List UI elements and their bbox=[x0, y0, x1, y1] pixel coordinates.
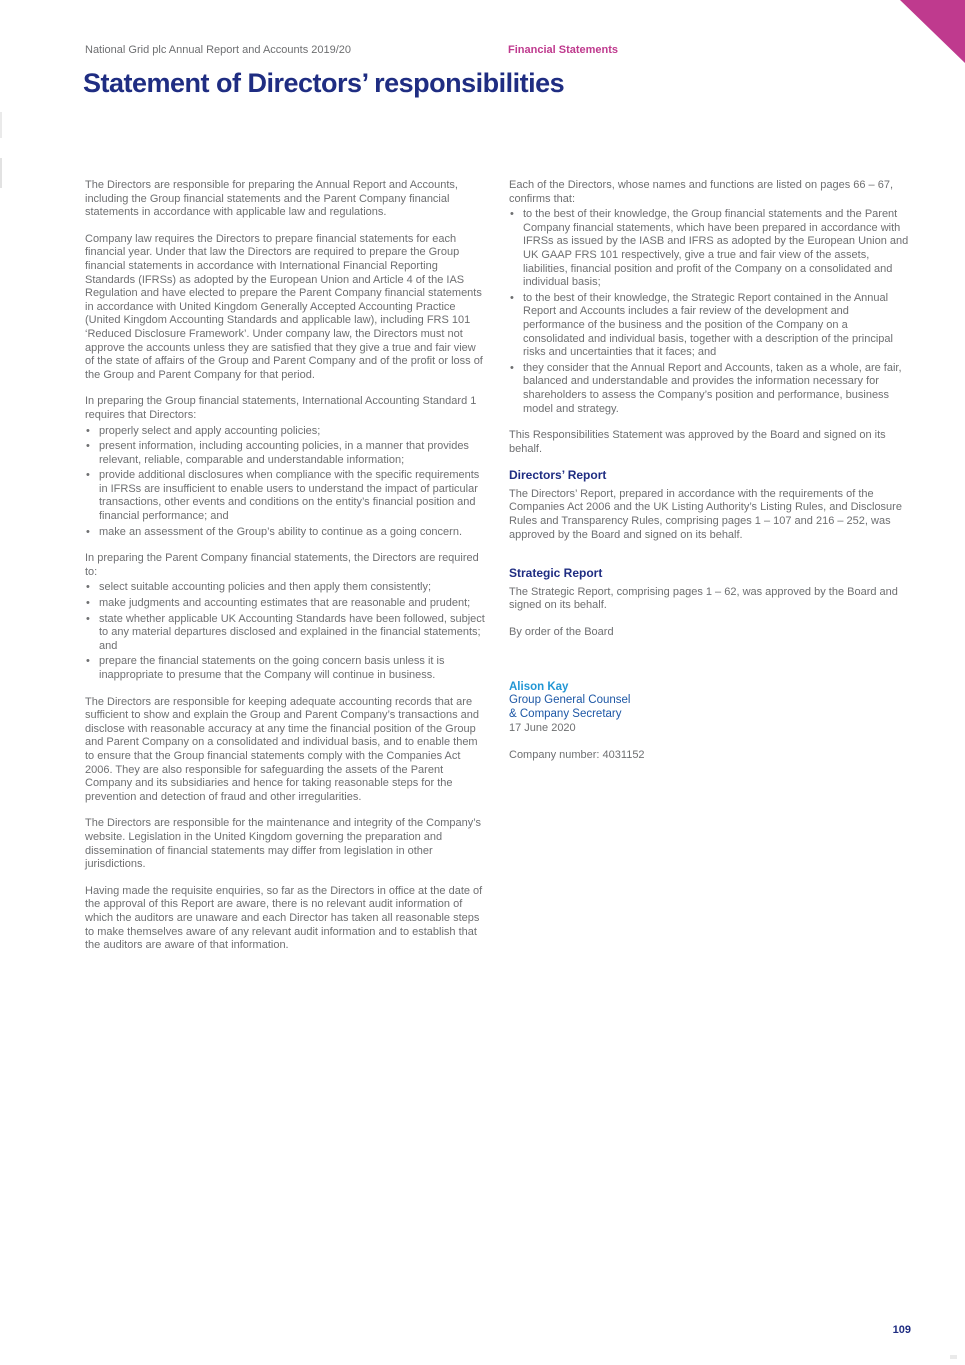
signatory-role: & Company Secretary bbox=[509, 708, 622, 721]
paragraph: Company law requires the Directors to prepare financial statements for each financial year. Under that law the Directors are required to prepare the Group financial statements in accordance with International Financial Reporting Standards (IFRSs) as adopted by the European Union and Article 4 of the IAS Regulation and have elected to prepare the Parent Company financial statements in accordance with United Kingdom Generally Accepted Accounting Practice (United Kingdom Accounting Standards and applicable law), including FRS 101 ‘Reduced Disclosure Framework’. Under company law, the Directors must not approve the accounts unless they are satisfied that they give a true and fair view of the state of affairs of the Group and Parent Company and of the profit or loss of the Group and Parent Company for that period. bbox=[85, 232, 483, 381]
left-edge-mark bbox=[0, 158, 2, 188]
bullet-item: • to the best of their knowledge, the Strategic Report contained in the Annual Report and Accounts includes a fair review of the development and performance of the business and the position of the Company on a consolidated and individual basis, together with a description of the principal risks and uncertainties that it faces; and bbox=[509, 292, 911, 360]
bullet-item: • properly select and apply accounting policies; bbox=[85, 425, 487, 439]
bullet-list-ias1 bbox=[85, 425, 487, 540]
page-number: 109 bbox=[892, 1324, 911, 1336]
section-label: Financial Statements bbox=[508, 44, 619, 56]
left-column bbox=[85, 179, 487, 966]
report-header-title: National Grid plc Annual Report and Accounts 2019/20 bbox=[85, 44, 352, 56]
signature-block bbox=[509, 681, 911, 722]
bullet-list-confirmations bbox=[509, 208, 911, 416]
bullet-item: • provide additional disclosures when compliance with the specific requirements in IFRSs are insufficient to enable users to understand the impact of particular transactions, other events and conditions on the entity’s financial position and financial performance; and bbox=[85, 469, 487, 523]
bullet-item: • select suitable accounting policies and then apply them consistently; bbox=[85, 581, 487, 595]
signatory-name: Alison Kay bbox=[509, 680, 569, 693]
bullet-item: • state whether applicable UK Accounting Standards have been followed, subject to any material departures disclosed and explained in the financial statements; and bbox=[85, 613, 487, 654]
bullet-item: • to the best of their knowledge, the Group financial statements and the Parent Company financial statements, which have been prepared in accordance with IFRSs as issued by the IASB and IFRS as adopted by the European Union and UK GAAP FRS 101 respectively, give a true and fair view of the assets, liabilities, financial position and profit of the Company on a consolidated and individual basis; bbox=[509, 208, 911, 290]
bullet-list-parent-company bbox=[85, 581, 487, 682]
directors-report-heading: Directors’ Report bbox=[509, 468, 607, 483]
paragraph: The Directors are responsible for preparing the Annual Report and Accounts, including the Group financial statements and the Parent Company financial statements in accordance with applicable law and regulations. bbox=[85, 179, 458, 219]
paragraph: The Directors’ Report, prepared in accordance with the requirements of the Companies Act 2006 and the UK Listing Authority’s Listing Rules, and Disclosure Rules and Transparency Rules, comprising pages 1 – 107 and 216 – 252, was approved by the Board and signed on its behalf. bbox=[509, 487, 902, 541]
bullet-item: • they consider that the Annual Report and Accounts, taken as a whole, are fair, balanced and understandable and provides the information necessary for shareholders to assess the Company’s position and performance, business model and strategy. bbox=[509, 362, 911, 416]
page-title: Statement of Directors’ responsibilities bbox=[83, 68, 565, 98]
bullet-item: • prepare the financial statements on the going concern basis unless it is inappropriate to presume that the Company will continue in business. bbox=[85, 655, 487, 682]
paragraph: The Directors are responsible for the maintenance and integrity of the Company’s website. Legislation in the United Kingdom governing the preparation and dissemination of financial statements may differ from legislation in other jurisdictions. bbox=[85, 817, 482, 871]
by-order-text: By order of the Board bbox=[509, 626, 614, 639]
list-intro: Each of the Directors, whose names and functions are listed on pages 66 – 67, confirms that: bbox=[509, 179, 894, 205]
list-intro: In preparing the Group financial statements, International Accounting Standard 1 requires that Directors: bbox=[85, 395, 477, 421]
corner-triangle-decoration bbox=[900, 0, 965, 63]
bullet-item: • make judgments and accounting estimates that are reasonable and prudent; bbox=[85, 597, 487, 611]
paragraph: Having made the requisite enquiries, so far as the Directors in office at the date of the approval of this Report are aware, there is no relevant audit information of which the auditors are unaware and each Director has taken all reasonable steps to make themselves aware of any relevant audit information and to establish that the auditors are aware of that information. bbox=[85, 884, 483, 952]
bullet-item: • present information, including accounting policies, in a manner that provides relevant, reliable, comparable and understandable information; bbox=[85, 440, 487, 467]
company-number: Company number: 4031152 bbox=[509, 748, 645, 761]
two-column-body bbox=[85, 179, 911, 966]
print-mark bbox=[950, 1355, 957, 1359]
paragraph: The Strategic Report, comprising pages 1 – 62, was approved by the Board and signed on its behalf. bbox=[509, 585, 898, 612]
signatory-role: Group General Counsel bbox=[509, 694, 631, 707]
paragraph: The Directors are responsible for keeping adequate accounting records that are sufficient to show and explain the Group and Parent Company’s transactions and disclose with reasonable accuracy at any time the financial position of the Group and Parent Company on a consolidated and individual basis, and to enable them to ensure that the Group financial statements comply with the Companies Act 2006. They are also responsible for safeguarding the assets of the Parent Company and its subsidiaries and hence for taking reasonable steps for the prevention and detection of fraud and other irregularities. bbox=[85, 695, 480, 803]
list-intro: In preparing the Parent Company financial statements, the Directors are required to: bbox=[85, 552, 479, 578]
signature-date: 17 June 2020 bbox=[509, 722, 576, 735]
right-column bbox=[509, 179, 911, 966]
strategic-report-heading: Strategic Report bbox=[509, 566, 603, 581]
bullet-item: • make an assessment of the Group’s ability to continue as a going concern. bbox=[85, 526, 487, 540]
paragraph: This Responsibilities Statement was approved by the Board and signed on its behalf. bbox=[509, 429, 886, 455]
left-edge-mark bbox=[0, 112, 2, 138]
